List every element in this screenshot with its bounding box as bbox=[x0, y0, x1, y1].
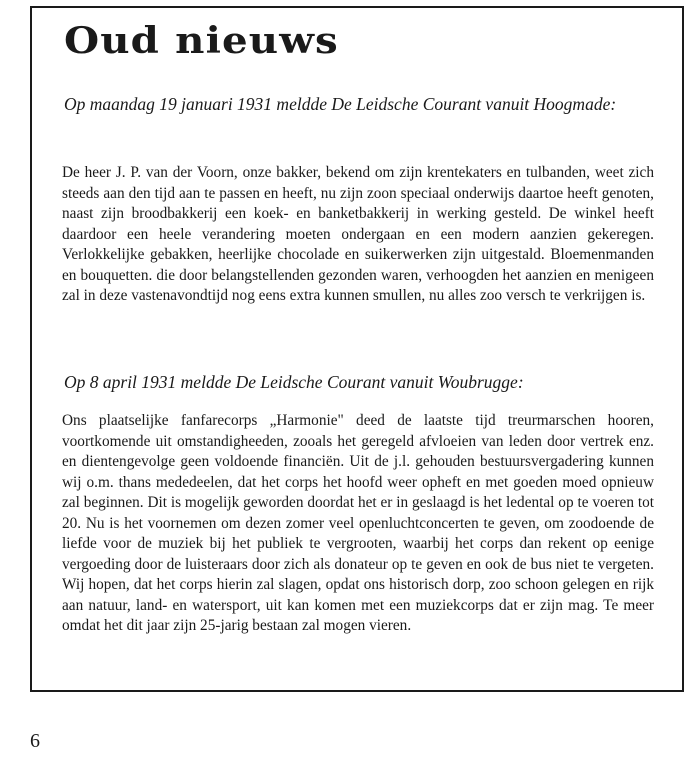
article-frame bbox=[30, 6, 684, 692]
intro-hoogmade: Op maandag 19 januari 1931 meldde De Leidsche Courant vanuit Hoogmade: bbox=[64, 94, 617, 114]
body-woubrugge: Ons plaatselijke fanfarecorps „Harmonie" deed de laatste tijd treurmarschen hooren, voortkomende uit omstandigheeden, zooals het geregeld afvloeien van leden door vertrek enz. en dientengevolge geen voldoende financiën. Uit de j.l. gehouden bestuursvergadering kunnen wij o.m. thans mededeelen, dat het corps het hoofd weer opheft en met goeden moed opnieuw zal beginnen. Dit is mogelijk geworden doordat het er in geslaagd is het ledental op te voeren tot 20. Nu is het voornemen om dezen zomer veel openluchtconcerten te geven, om zoodoende de liefde voor de muziek bij het publiek te vergrooten, waarbij het corps dan rekent op eenige vergoeding door de luisteraars door zich als donateur op te geven en ook de bus niet te vergeten. Wij hopen, dat het corps hierin zal slagen, opdat ons historisch dorp, zoo schoon gelegen en rijk aan natuur, land- en watersport, uit kan komen met een muziekcorps dat er zijn mag. Te meer omdat het dit jaar zijn 25-jarig bestaan zal mogen vieren. bbox=[62, 412, 654, 634]
page-number: 6 bbox=[30, 730, 40, 752]
body-hoogmade: De heer J. P. van der Voorn, onze bakker, bekend om zijn krentekaters en tulbanden, weet zich steeds aan den tijd aan te passen en heeft, nu zijn zoon speciaal onderwijs daartoe heeft genoten, naast zijn broodbakkerij een koek- en banketbakkerij in werking gesteld. De winkel heeft daardoor een heele verandering moeten ondergaan en een modern aanzien gekeregen. Verlokkelijke gebakken, heerlijke chocolade en suikerwerken zijn uitgestald. Bloemenmanden en bouquetten. die door belangstellenden gezonden waren, verhoogden het aanzien en menigeen zal in deze vastenavondtijd nog eens extra kunnen smullen, nu alles zoo versch te verkrijgen is. bbox=[62, 164, 654, 304]
article-title: Oud nieuws bbox=[64, 20, 339, 62]
intro-woubrugge: Op 8 april 1931 meldde De Leidsche Courant vanuit Woubrugge: bbox=[64, 372, 524, 392]
